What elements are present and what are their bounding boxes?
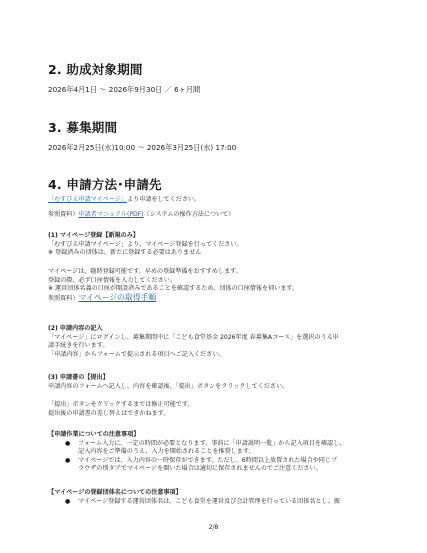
step3-line: 提出後の申請書の差し替えはできかねます。: [48, 409, 170, 417]
step1-title: (1) マイページ登録【新規のみ】: [48, 232, 139, 239]
list-item-line: ラウザの別タブでマイページを開いた場合は適切に保存されませんのでご注意ください。: [78, 465, 322, 473]
step2-line: 請手続きを行います。: [48, 342, 109, 350]
step1-line: ※ 登録済みの団体は、新たに登録する必要はありません: [48, 249, 202, 257]
mypage-procedure-link[interactable]: マイページの取得手順: [78, 292, 157, 302]
list-item: [48, 440, 345, 457]
section-3-heading: 3. 募集期間: [48, 120, 118, 135]
section-2-period: 2026年4月1日 ～ 2026年9月30日 ／ 6ヶ月間: [48, 85, 201, 94]
step1-line: マイページは、随時登録可能です。早めの登録準備をおすすめします。: [48, 268, 242, 275]
page-number: 2/8: [208, 524, 219, 531]
manual-pdf-link[interactable]: 申請者マニュアル(PDF): [78, 211, 144, 218]
list-item-line: 記入内容をご準備のうえ、入力を開始されることを推奨します。: [78, 448, 255, 456]
list-item-line: フォーム入力に、一定の時間が必要となります。事前に「申請説明一覧」から記入項目を確認し、: [78, 439, 346, 447]
ref-suffix: （システムの操作方法について）: [143, 211, 235, 218]
bullet-icon: ●: [65, 439, 71, 447]
list-item: [48, 457, 345, 474]
step1-line: ※ 運営団体名義の口座が開設済みであることを確認するため、団体の口座情報を伺います。: [48, 285, 299, 293]
mypage-link[interactable]: 「むすびえ申請マイページ」: [48, 196, 127, 203]
section-3-period: 2026年2月25日(水)10:00 ～ 2026年3月25日(水) 17:00: [48, 143, 237, 152]
section-4-heading: 4. 申請方法･申請先: [48, 177, 162, 192]
ref-prefix: 参照資料）: [48, 294, 79, 302]
bullet-icon: ●: [65, 497, 71, 505]
step3-line: 申請内容のフォームへ記入し、内容を確認後、「提出」ボタンをクリックしてください。: [48, 382, 289, 390]
intro-line: [48, 196, 200, 205]
mypage-procedure-reference: [48, 294, 156, 304]
list-item: [48, 498, 340, 507]
notes1-title: 【申請作業についての注意事項】: [48, 431, 140, 438]
intro-rest: より申請をしてください。: [126, 196, 201, 203]
step2-line: 「マイページ」にログインし、募集期間中に「こども食堂基金 2026年度 春募集Aコース」を選択のうえ申: [48, 333, 339, 341]
step3-line: 「提出」ボタンをクリックするまでは修正可能です。: [48, 401, 194, 408]
step1-line: 「むすびえ申請マイページ」より、マイページ登録を行ってください。: [48, 240, 243, 248]
list-item-line: マイページ登録する運営団体名は、こども食堂を運営及び会計管理を行っている団体名とし、振: [78, 497, 340, 505]
bullet-icon: ●: [65, 456, 71, 464]
notes1-list: [48, 440, 345, 474]
notes2-list: [48, 498, 340, 507]
step2-title: (2) 申請内容の記入: [48, 325, 103, 332]
step2-line: 「申請内容」からフォームで提示される項目へご記入ください。: [48, 350, 225, 358]
section-2-heading: 2. 助成対象期間: [48, 62, 143, 77]
notes2-title: 【マイページの登録団体名についての注意事項】: [48, 489, 182, 496]
step1-line: 登録の際、必ず口座情報を入力してください。: [48, 276, 176, 284]
step3-title: (3) 申請書の【提出】: [48, 374, 109, 381]
manual-reference: [48, 211, 234, 220]
ref-prefix: 参照資料）: [48, 211, 79, 218]
list-item-line: マイページでは、入力内容の一時保存ができます。ただし、6時間以上放置された場合や同じブ: [78, 456, 338, 464]
